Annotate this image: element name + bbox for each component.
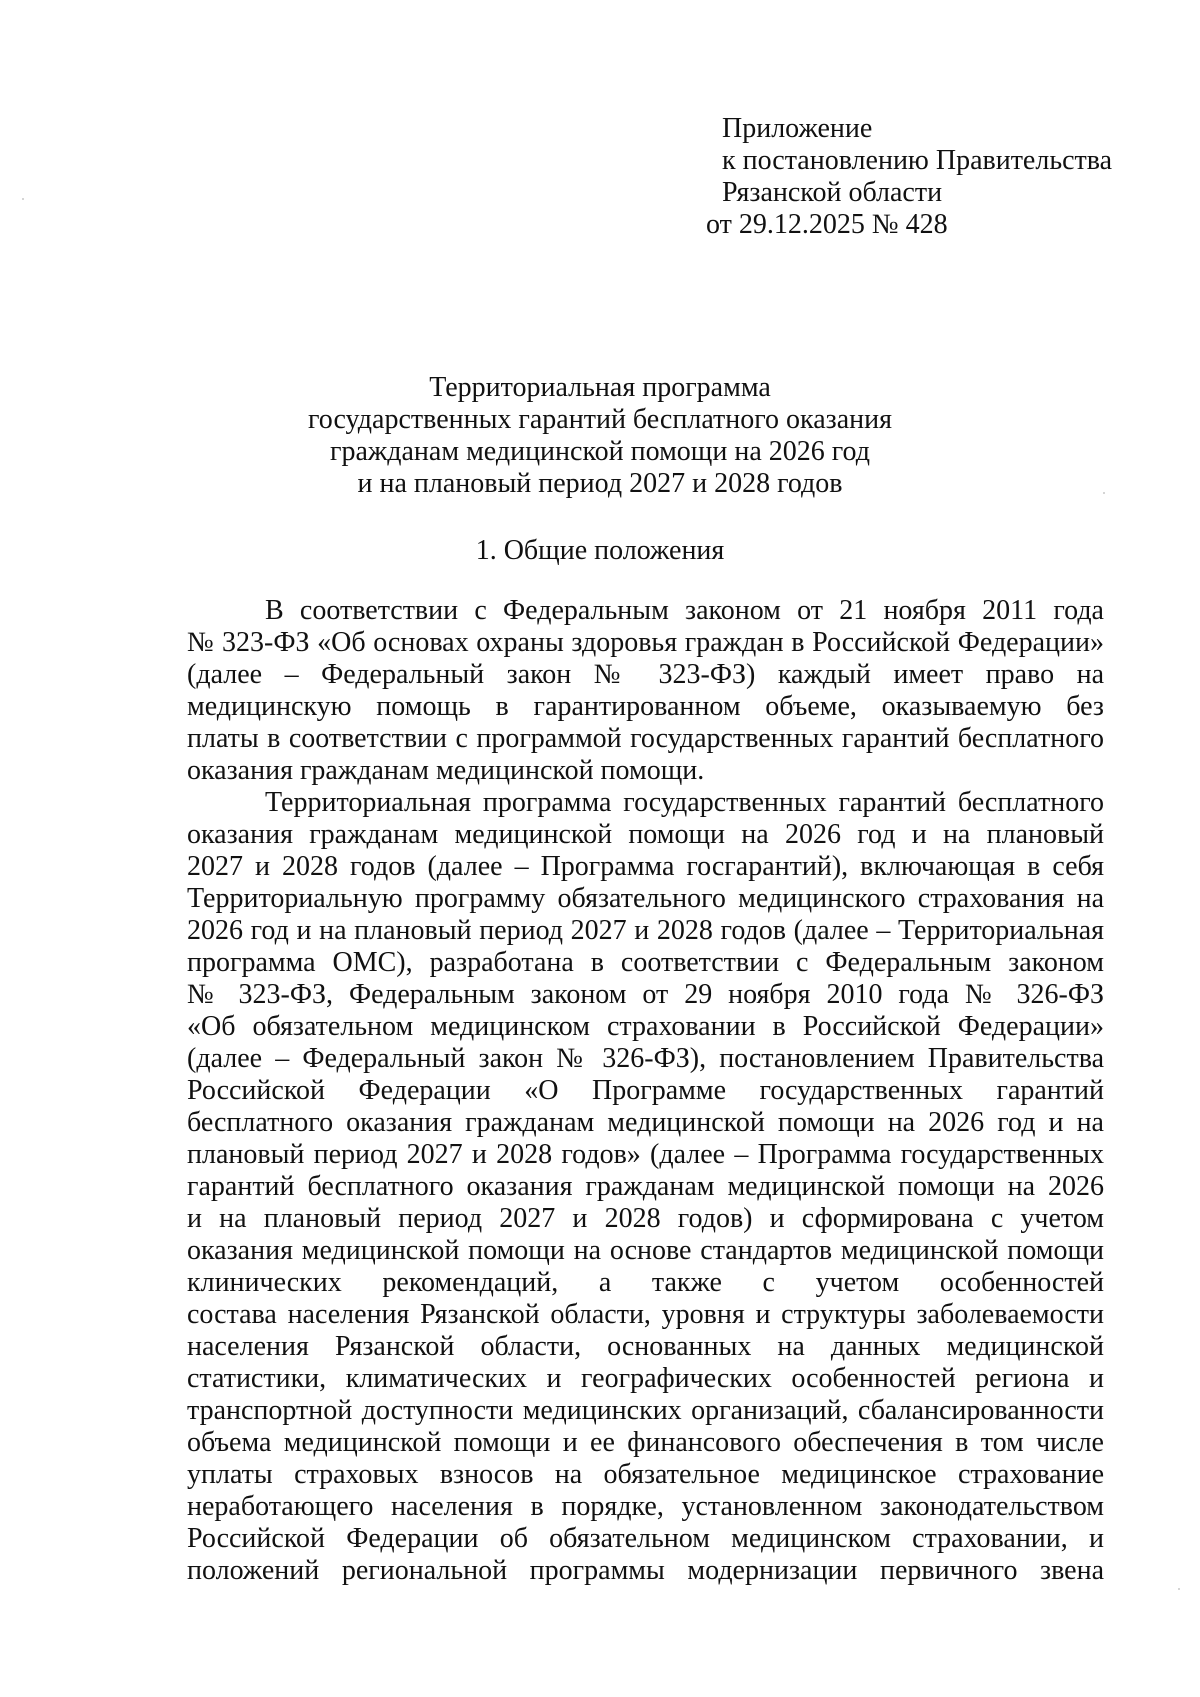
appendix-line-2: к постановлению Правительства (722, 145, 1113, 176)
paragraph-2-line: положений региональной программы модернизации первичного звена (187, 1555, 1104, 1586)
scan-speck (1103, 492, 1105, 494)
appendix-line-1: Приложение (722, 113, 873, 144)
paragraph-1-line: медицинскую помощь в гарантированном объеме, оказываемую без (187, 691, 1104, 722)
scan-speck (22, 198, 24, 200)
appendix-block (706, 113, 1162, 241)
paragraph-2-line: бесплатного оказания гражданам медицинской помощи на 2026 год и на (187, 1107, 1104, 1138)
paragraph-2-line: Территориальную программу обязательного медицинского страхования на (187, 883, 1104, 914)
paragraph-2-line: 2026 год и на плановый период 2027 и 2028 годов (далее – Территориальная (187, 915, 1104, 946)
body-text (187, 595, 1104, 1587)
paragraph-2-line: 2027 и 2028 годов (далее – Программа госгарантий), включающая в себя (187, 851, 1104, 882)
paragraph-2-line: клинических рекомендаций, а также с учетом особенностей (187, 1267, 1104, 1298)
paragraph-1-line: В соответствии с Федеральным законом от 21 ноября 2011 года (265, 595, 1104, 626)
title-line-1: Территориальная программа (429, 372, 771, 403)
paragraph-1-line: № 323-ФЗ «Об основах охраны здоровья граждан в Российской Федерации» (187, 627, 1104, 658)
paragraph-2-line: населения Рязанской области, основанных на данных медицинской (187, 1331, 1104, 1362)
paragraph-1 (187, 595, 1104, 787)
paragraph-2-line: (далее – Федеральный закон № 326-ФЗ), постановлением Правительства (187, 1043, 1104, 1074)
paragraph-2 (187, 787, 1104, 1587)
paragraph-2-line: Российской Федерации об обязательном медицинском страховании, и (187, 1523, 1104, 1554)
paragraph-2-line: статистики, климатических и географических особенностей региона и (187, 1363, 1104, 1394)
paragraph-2-line: программа ОМС), разработана в соответствии с Федеральным законом (187, 947, 1104, 978)
paragraph-2-line: и на плановый период 2027 и 2028 годов) и сформирована с учетом (187, 1203, 1104, 1234)
paragraph-2-line: состава населения Рязанской области, уровня и структуры заболеваемости (187, 1299, 1104, 1330)
paragraph-2-line: уплаты страховых взносов на обязательное медицинское страхование (187, 1459, 1104, 1490)
paragraph-2-line: гарантий бесплатного оказания гражданам медицинской помощи на 2026 (187, 1171, 1104, 1202)
paragraph-2-line: «Об обязательном медицинском страховании в Российской Федерации» (187, 1011, 1104, 1042)
paragraph-2-line: оказания медицинской помощи на основе стандартов медицинской помощи (187, 1235, 1104, 1266)
paragraph-1-line: платы в соответствии с программой государственных гарантий бесплатного (187, 723, 1104, 754)
document-title (150, 372, 1050, 500)
appendix-line-3: Рязанской области (722, 177, 943, 208)
paragraph-2-line: Российской Федерации «О Программе государственных гарантий (187, 1075, 1104, 1106)
scan-speck (1178, 1588, 1180, 1590)
paragraph-1-line: (далее – Федеральный закон № 323-ФЗ) каждый имеет право на (187, 659, 1104, 690)
paragraph-2-line: оказания гражданам медицинской помощи на 2026 год и на плановый (187, 819, 1104, 850)
paragraph-2-line: неработающего населения в порядке, установленном законодательством (187, 1491, 1104, 1522)
paragraph-1-line: оказания гражданам медицинской помощи. (187, 755, 705, 786)
appendix-date-line: от 29.12.2025 № 428 (706, 209, 948, 240)
title-line-3: гражданам медицинской помощи на 2026 год (330, 436, 870, 467)
title-line-4: и на плановый период 2027 и 2028 годов (357, 468, 843, 499)
paragraph-2-line: № 323-ФЗ, Федеральным законом от 29 ноября 2010 года № 326-ФЗ (187, 979, 1104, 1010)
section-heading: 1. Общие положения (475, 535, 725, 566)
paragraph-2-line: плановый период 2027 и 2028 годов» (далее – Программа государственных (187, 1139, 1104, 1170)
title-line-2: государственных гарантий бесплатного оказания (308, 404, 892, 435)
paragraph-2-line: транспортной доступности медицинских организаций, сбалансированности (187, 1395, 1104, 1426)
paragraph-2-line: Территориальная программа государственных гарантий бесплатного (265, 787, 1104, 818)
paragraph-2-line: объема медицинской помощи и ее финансового обеспечения в том числе (187, 1427, 1104, 1458)
